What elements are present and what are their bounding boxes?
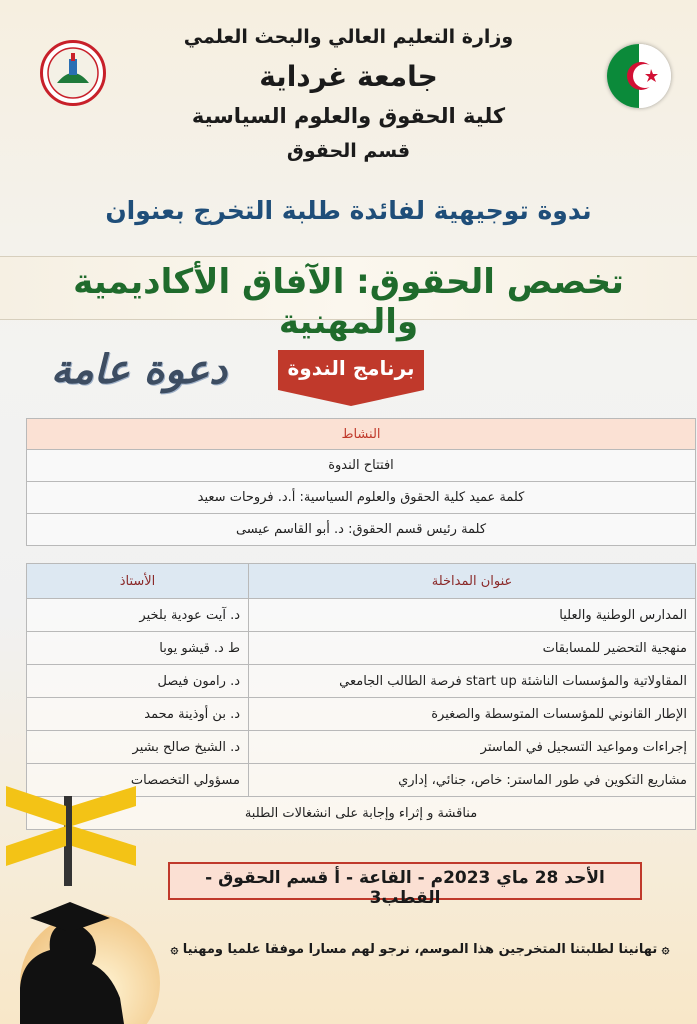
table-row <box>27 698 696 731</box>
professor-cell: د. الشيخ صالح بشير <box>27 731 249 764</box>
congratulations-message: ۞ تهانينا لطلبتنا المتخرجين هذا الموسم، نرجو لهم مسارا موفقا علميا ومهنيا ۞ <box>170 942 670 957</box>
session-title-cell: إجراءات ومواعيد التسجيل في الماستر <box>249 731 696 764</box>
university-name: جامعة غرداية <box>259 60 438 93</box>
ministry-name: وزارة التعليم العالي والبحث العلمي <box>183 26 514 48</box>
professor-cell: د. آيت عودية بلخير <box>27 599 249 632</box>
topic-title: تخصص الحقوق: الآفاق الأكاديمية والمهنية <box>73 262 624 342</box>
seminar-title: ندوة توجيهية لفائدة طلبة التخرج بعنوان <box>105 196 592 225</box>
activity-cell: افتتاح الندوة <box>27 450 696 482</box>
session-title-cell: منهجية التحضير للمسابقات <box>249 632 696 665</box>
activity-cell: كلمة عميد كلية الحقوق والعلوم السياسية: أ.د. فروحات سعيد <box>27 482 696 514</box>
professor-cell: د. بن أوذينة محمد <box>27 698 249 731</box>
session-title-cell: المقاولاتية والمؤسسات الناشئة start up فرصة الطالب الجامعي <box>249 665 696 698</box>
table-row <box>27 632 696 665</box>
activity-cell: كلمة رئيس قسم الحقوق: د. أبو القاسم عيسى <box>27 514 696 546</box>
table-row <box>27 450 696 482</box>
event-date-location: الأحد 28 ماي 2023م - القاعة - أ قسم الحقوق - القطب3 <box>205 868 605 908</box>
graduate-silhouette <box>0 888 160 1024</box>
professor-header: الأستاذ <box>27 564 249 599</box>
activities-header: النشاط <box>27 419 696 450</box>
professor-cell: مسؤولي التخصصات <box>27 764 249 797</box>
session-title-cell: مشاريع التكوين في طور الماستر: خاص، جنائي، إداري <box>249 764 696 797</box>
professor-cell: ط د. قيشو يوبا <box>27 632 249 665</box>
session-title-header: عنوان المداخلة <box>249 564 696 599</box>
table-row <box>27 665 696 698</box>
program-label: برنامج الندوة <box>287 356 415 380</box>
session-title-cell: الإطار القانوني للمؤسسات المتوسطة والصغيرة <box>249 698 696 731</box>
department-name: قسم الحقوق <box>286 140 411 162</box>
table-row <box>27 482 696 514</box>
table-row <box>27 599 696 632</box>
session-title-cell: المدارس الوطنية والعليا <box>249 599 696 632</box>
signpost-illustration <box>6 776 136 886</box>
table-row <box>27 731 696 764</box>
closing-cell: مناقشة و إثراء وإجابة على انشغالات الطلبة <box>27 797 696 830</box>
invitation-calligraphy: دعوة عامة <box>50 347 228 393</box>
professor-cell: د. رامون فيصل <box>27 665 249 698</box>
table-row <box>27 514 696 546</box>
activities-table <box>26 418 696 546</box>
faculty-name: كلية الحقوق والعلوم السياسية <box>191 104 506 128</box>
